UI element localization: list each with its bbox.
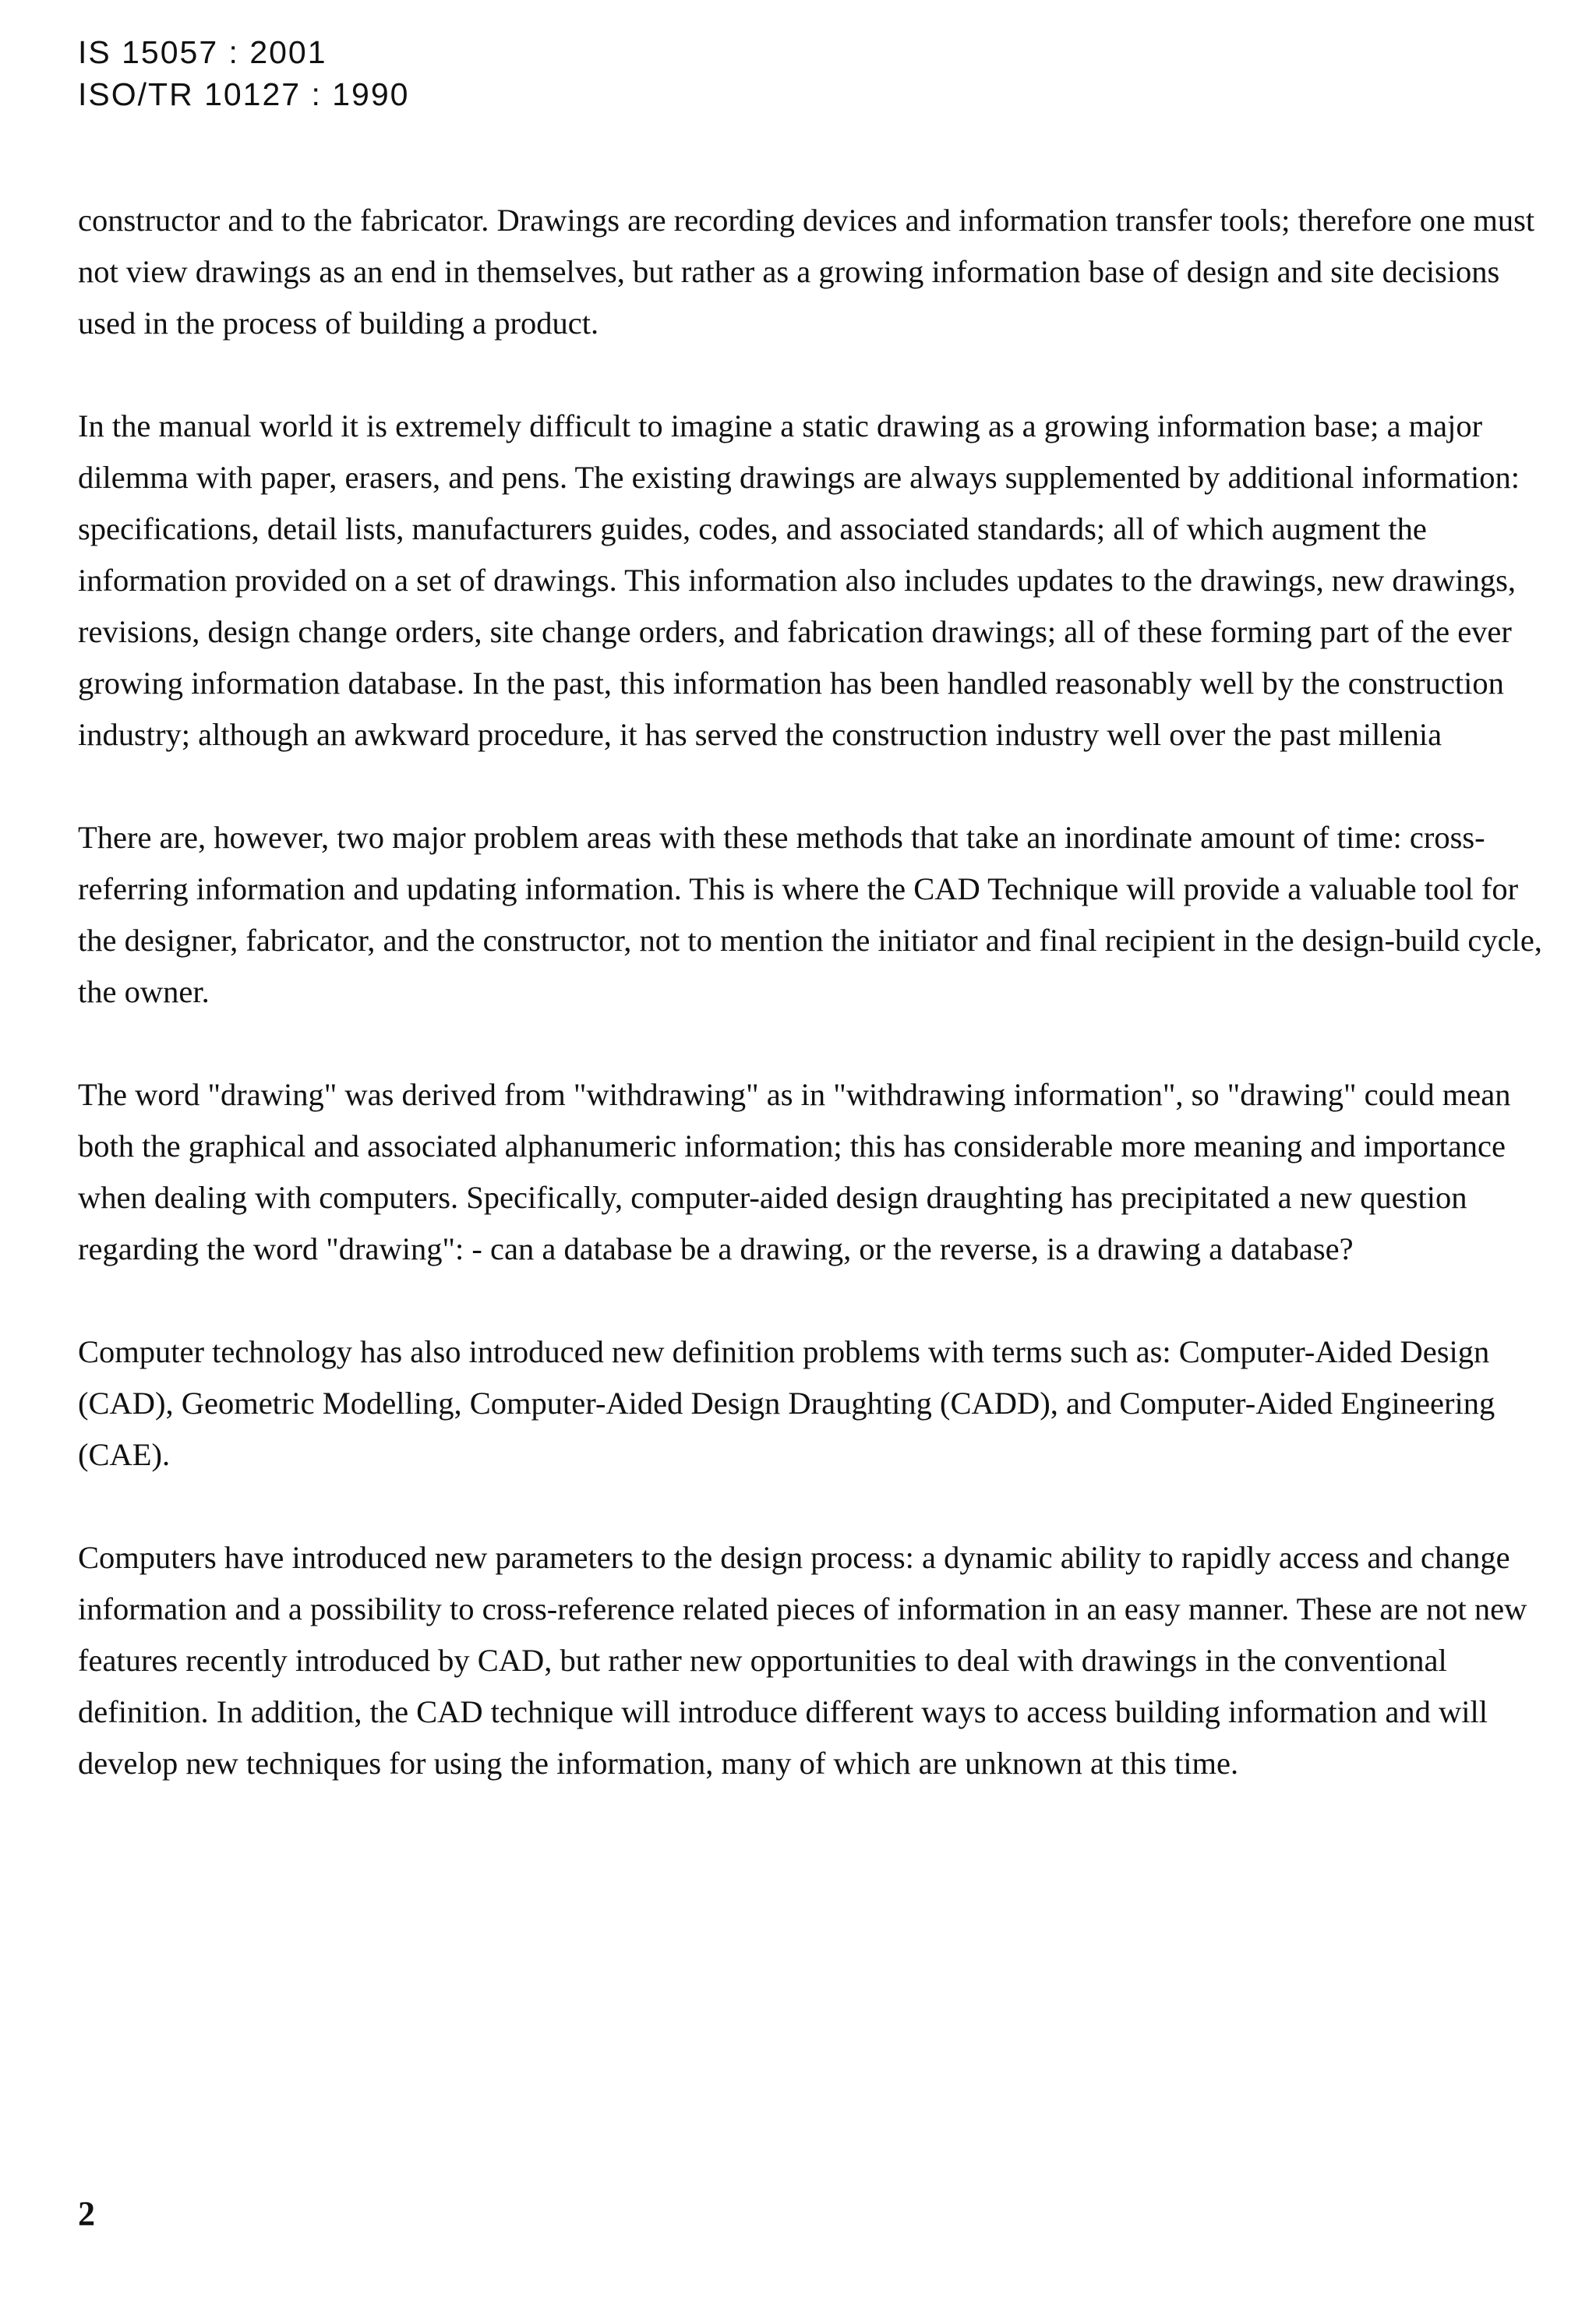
standard-number-is: IS 15057 : 2001 (78, 34, 327, 70)
paragraph-3: There are, however, two major problem areas with these methods that take an inordinate amount of time: cross-referring information and updating information. This is where the CAD Technique will provide a valuable tool for the designer, fabricator, and the constructor, not to mention the initiator and final recipient in the design-build cycle, the owner. (78, 820, 1542, 1009)
paragraph-2: In the manual world it is extremely difficult to imagine a static drawing as a growing information base; a major dilemma with paper, erasers, and pens. The existing drawings are always supplemented by additional information: specifications, detail lists, manufacturers guides, codes, and associated standards; all of which augment the information provided on a set of drawings. This information also includes updates to the drawings, new drawings, revisions, design change orders, site change orders, and fabrication drawings; all of these forming part of the ever growing information database. In the past, this information has been handled reasonably well by the construction industry; although an awkward procedure, it has served the construction industry well over the past millenia (78, 408, 1520, 752)
paragraph-6: Computers have introduced new parameters to the design process: a dynamic ability to rapidly access and change information and a possibility to cross-reference related pieces of information in an easy manner. These are not new features recently introduced by CAD, but rather new opportunities to deal with drawings in the conventional definition. In addition, the CAD technique will introduce different ways to access building information and will develop new techniques for using the information, many of which are unknown at this time. (78, 1540, 1527, 1781)
body-text (78, 195, 1543, 1841)
standard-number-iso: ISO/TR 10127 : 1990 (78, 76, 410, 112)
page-number: 2 (78, 2195, 95, 2233)
paragraph-4: The word "drawing" was derived from "withdrawing" as in "withdrawing information", so "drawing" could mean both the graphical and associated alphanumeric information; this has considerable more meaning and importance when dealing with computers. Specifically, computer-aided design draughting has precipitated a new question regarding the word "drawing": - can a database be a drawing, or the reverse, is a drawing a database? (78, 1077, 1511, 1266)
paragraph-5: Computer technology has also introduced new definition problems with terms such as: Computer-Aided Design (CAD), Geometric Modelling, Computer-Aided Design Draughting (CADD), and Computer-Aided Engineering (CAE). (78, 1334, 1495, 1472)
paragraph-1: constructor and to the fabricator. Drawings are recording devices and information transfer tools; therefore one must not view drawings as an end in themselves, but rather as a growing information base of design and site decisions used in the process of building a product. (78, 203, 1535, 341)
standard-header (78, 31, 409, 115)
